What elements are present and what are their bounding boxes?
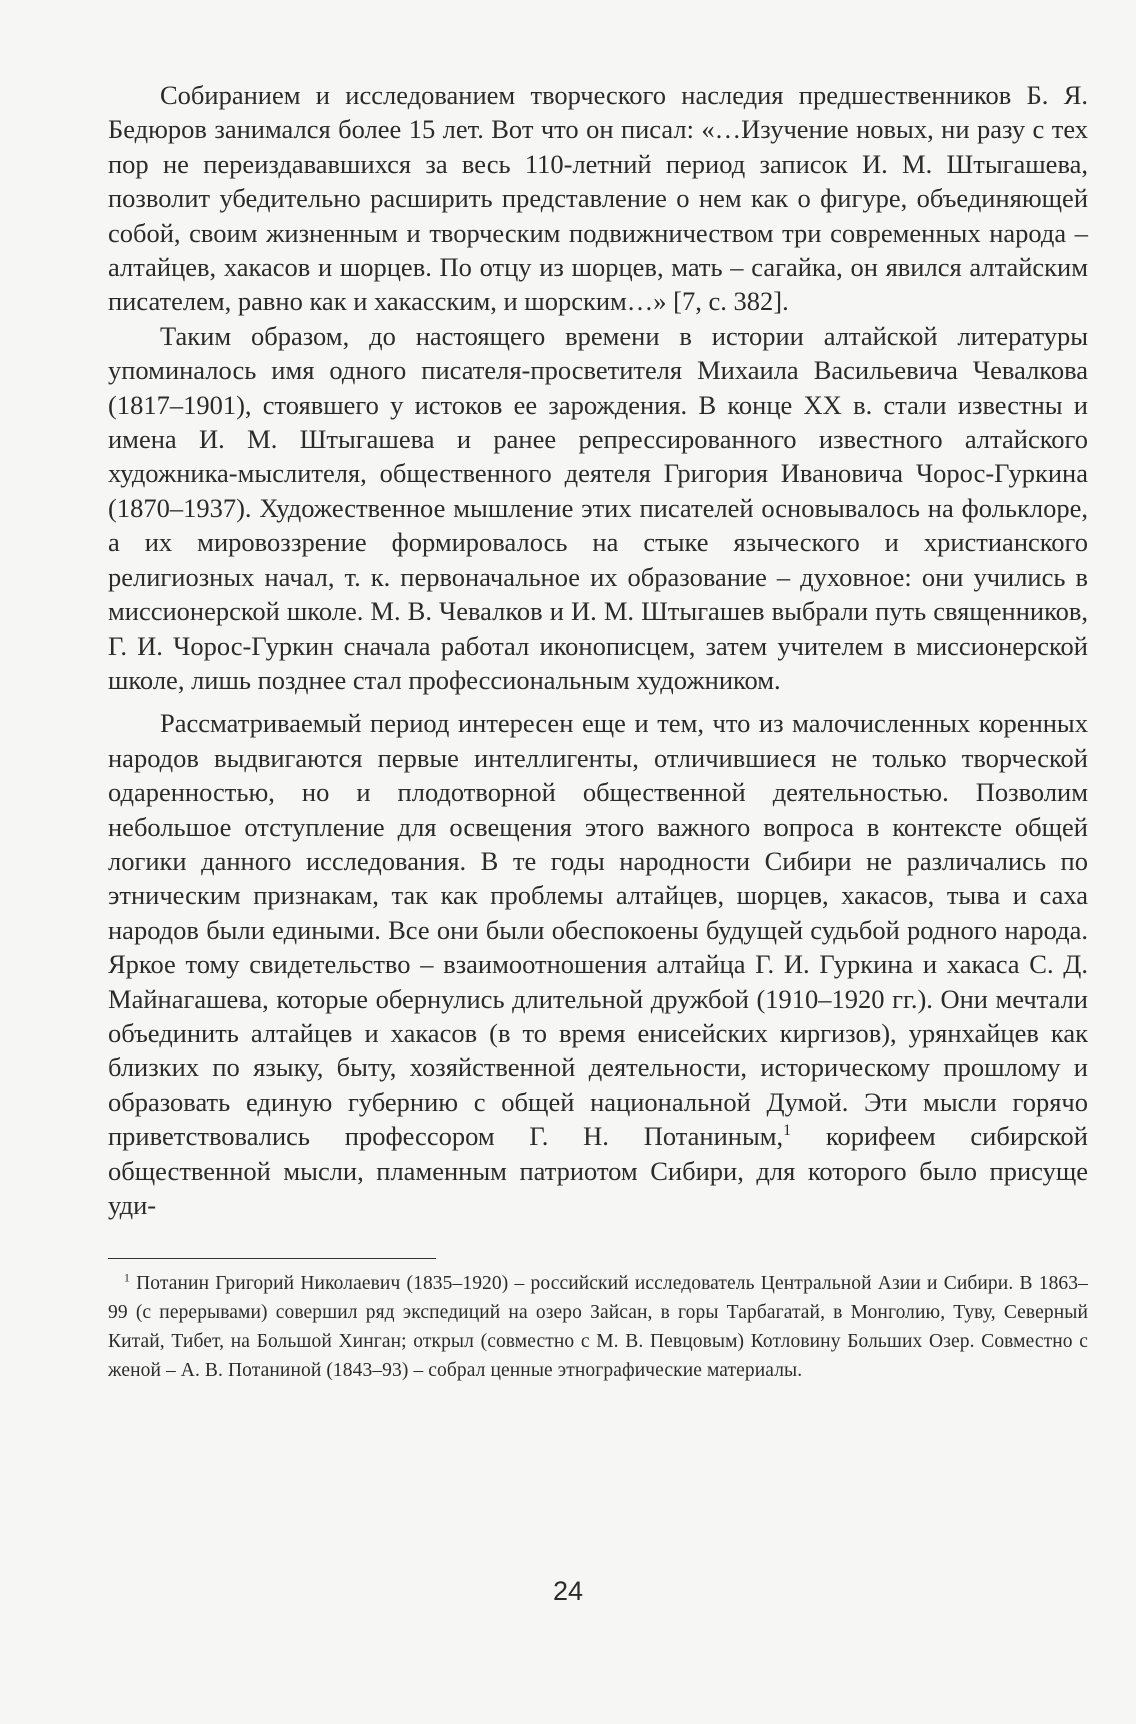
page-number: 24 (552, 1576, 584, 1606)
paragraph-3-tail: корифеем сибирской общественной мысли, пламенным патриотом Сибири, для которого было присуще уди- (108, 1121, 1088, 1220)
paragraph-1: Собиранием и исследованием творческого наследия предшественников Б. Я. Бедюров занимался более 15 лет. Вот что он писал: «…Изучение новых, ни разу с тех пор не переиздававшихся за весь 110-летний период записок И. М. Штыгашева, позволит убедительно расширить представление о нем как о фигуре, объединяющей собой, своим жизненным и творческим подвижничеством три современных народа – алтайцев, хакасов и шорцев. По отцу из шорцев, мать – сагайка, он явился алтайским писателем, равно как и хакасским, и шорским…» [7, с. 382]. (108, 80, 1088, 317)
paragraph-3 (108, 706, 1088, 1222)
footnote-text: Потанин Григорий Николаевич (1835–1920) – российский исследователь Центральной Азии и Сибири. В 1863–99 (с перерывами) совершил ряд экспедиций на озеро Зайсан, в горы Тарбагатай, в Монголию, Туву, Северный Китай, Тибет, на Большой Хинган; открыл (совместно с М. В. Певцовым) Котловину Больших Озер. Совместно с женой – А. В. Потаниной (1843–93) – собрал ценные этнографические материалы. (108, 1273, 1088, 1382)
footnote (108, 1269, 1088, 1385)
paragraph-3-body: Рассматриваемый период интересен еще и тем, что из малочисленных коренных народов выдвигаются первые интеллигенты, отличившиеся не только творческой одаренностью, но и плодотворной общественной деятельностью. Позволим небольшое отступление для освещения этого важного вопроса в контексте общей логики данного исследования. В те годы народности Сибири не различались по этническим признакам, так как проблемы алтайцев, шорцев, хакасов, тыва и саха народов были едиными. Все они были обеспокоены будущей судьбой родного народа. Яркое тому свидетельство – взаимоотношения алтайца Г. И. Гуркина и хакаса С. Д. Майнагашева, которые обернулись длительной дружбой (1910–1920 гг.). Они мечтали объединить алтайцев и хакасов (в то время енисейских киргизов), урянхайцев как близких по языку, быту, хозяйственной деятельности, историческому прошлому и образовать единую губернию с общей национальной Думой. Эти мысли горячо приветствовались профессором Г. Н. Потаниным, (108, 708, 1088, 1152)
footnote-marker: 1 (124, 1271, 130, 1285)
footnote-divider (108, 1258, 436, 1259)
footnote-reference[interactable]: 1 (783, 1122, 792, 1140)
main-text (108, 78, 1088, 1385)
paragraph-2: Таким образом, до настоящего времени в истории алтайской литературы упоминалось имя одного писателя-просветителя Михаила Васильевича Чевалкова (1817–1901), стоявшего у истоков ее зарождения. В конце XX в. стали известны и имена И. М. Штыгашева и ранее репрессированного известного алтайского художника-мыслителя, общественного деятеля Григория Ивановича Чорос-Гуркина (1870–1937). Художественное мышление этих писателей основывалось на фольклоре, а их мировоззрение формировалось на стыке языческого и христианского религиозных начал, т. к. первоначальное их образование – духовное: они учились в миссионерской школе. М. В. Чевалков и И. М. Штыгашев выбрали путь священников, Г. И. Чорос-Гуркин сначала работал иконописцем, затем учителем в миссионерской школе, лишь позднее стал профессиональным художником. (108, 320, 1088, 695)
